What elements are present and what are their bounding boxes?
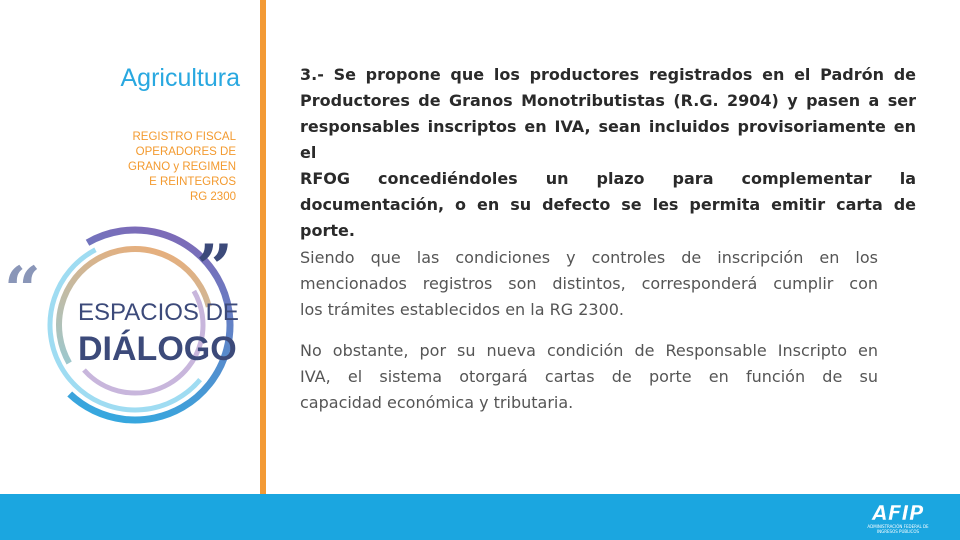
answer-paragraph-2: [300, 338, 878, 416]
paragraph-line: IVA, el sistema otorgará cartas de porte en función de su: [300, 367, 878, 386]
subtitle-line: OPERADORES DE: [135, 146, 236, 158]
answer-paragraph-1: [300, 245, 878, 323]
paragraph-line: No obstante, por su nueva condición de Responsable Inscripto en: [300, 341, 878, 360]
footer-bar: [0, 494, 960, 540]
subtitle-line: E REINTEGROS: [149, 176, 236, 188]
subtitle-line: GRANO y REGIMEN: [128, 161, 236, 173]
heading-line: RFOG concediéndoles un plazo para complementar la: [300, 169, 916, 188]
subtitle-line: REGISTRO FISCAL: [132, 131, 236, 143]
logo-line2: DIÁLOGO: [78, 330, 237, 368]
paragraph-line: los trámites establecidos en la RG 2300.: [300, 300, 625, 319]
proposal-heading: [300, 62, 916, 244]
heading-line: responsables inscriptos en IVA, sean incluidos provisoriamente en el: [300, 117, 916, 162]
paragraph-line: Siendo que las condiciones y controles de inscripción en los: [300, 248, 878, 267]
afip-sub2: INGRESOS PÚBLICOS: [876, 529, 920, 534]
heading-line: 3.- Se propone que los productores registrados en el Padrón de: [300, 65, 916, 84]
quote-close-icon: ”: [196, 231, 233, 306]
section-subtitle: [100, 130, 236, 205]
section-title: Agricultura: [120, 64, 240, 92]
quote-open-icon: “: [4, 253, 41, 328]
heading-line: documentación, o en su defecto se les permita emitir carta de porte.: [300, 195, 916, 240]
paragraph-line: capacidad económica y tributaria.: [300, 393, 574, 412]
espacios-de-dialogo-logo: [0, 220, 260, 430]
vertical-divider: [260, 0, 266, 496]
heading-line: Productores de Granos Monotributistas (R.G. 2904) y pasen a ser: [300, 91, 916, 110]
subtitle-line: RG 2300: [189, 191, 236, 203]
afip-wordmark: AFIP: [872, 501, 924, 525]
paragraph-line: mencionados registros son distintos, corresponderá cumplir con: [300, 274, 878, 293]
logo-line1: ESPACIOS DE: [78, 299, 239, 326]
afip-sub1: ADMINISTRACIÓN FEDERAL DE: [867, 524, 929, 529]
afip-logo: [858, 500, 938, 536]
